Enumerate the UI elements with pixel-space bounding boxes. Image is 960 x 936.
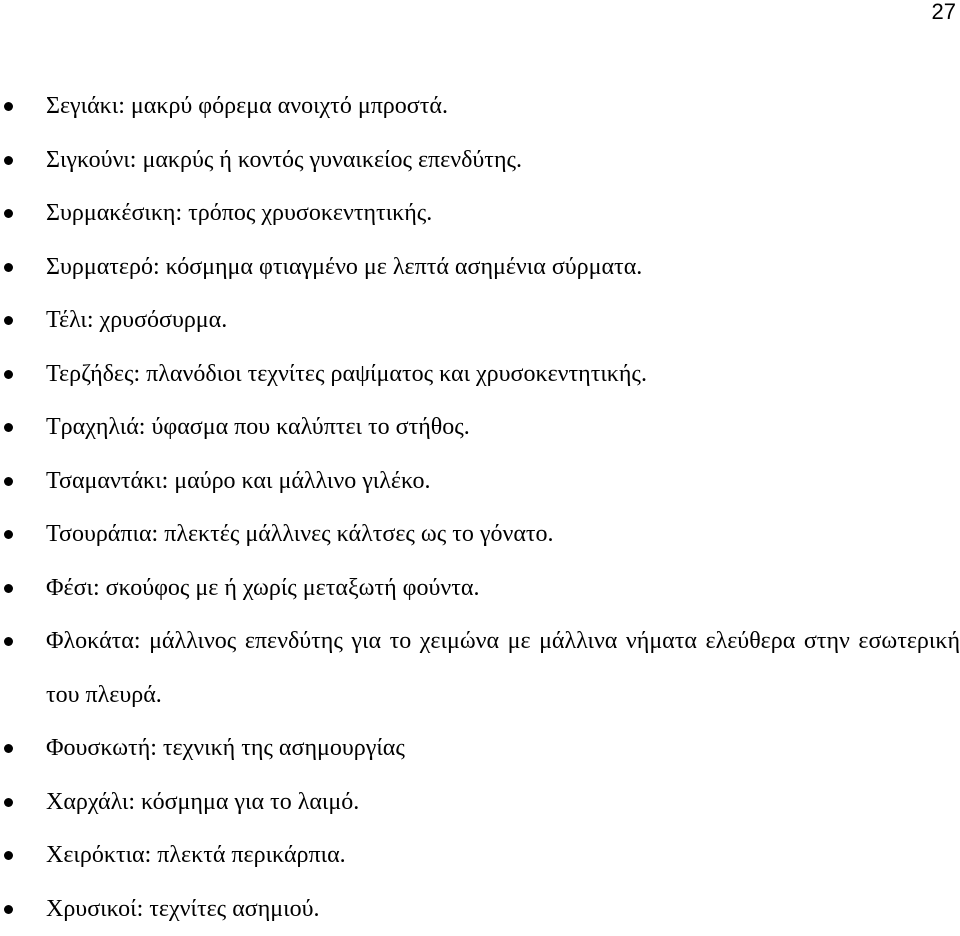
entry-text: Τσαμαντάκι: μαύρο και μάλλινο γιλέκο.	[46, 468, 431, 494]
bullet-icon	[4, 584, 13, 593]
entry-text: Τσουράπια: πλεκτές μάλλινες κάλτσες ως το γόνατο.	[46, 521, 554, 547]
bullet-icon	[4, 851, 13, 860]
entry-text: Χαρχάλι: κόσμημα για το λαιμό.	[46, 789, 359, 815]
entry-text: Συρματερό: κόσμημα φτιαγμένο με λεπτά ασημένια σύρματα.	[46, 254, 642, 280]
bullet-icon	[4, 370, 13, 379]
bullet-icon	[4, 316, 13, 325]
bullet-icon	[4, 744, 13, 753]
bullet-icon	[4, 905, 13, 914]
list-item	[0, 615, 960, 722]
bullet-icon	[4, 156, 13, 165]
list-item	[0, 80, 960, 134]
entry-text: Φουσκωτή: τεχνική της ασημουργίας	[46, 735, 405, 761]
entry-text: Τέλι: χρυσόσυρμα.	[46, 307, 227, 333]
list-item	[0, 776, 960, 830]
list-item	[0, 829, 960, 883]
entry-text: Συρμακέσικη: τρόπος χρυσοκεντητικής.	[46, 200, 432, 226]
entry-text: Χειρόκτια: πλεκτά περικάρπια.	[46, 842, 346, 868]
list-item	[0, 134, 960, 188]
entry-text: Σεγιάκι: μακρύ φόρεμα ανοιχτό μπροστά.	[46, 93, 448, 119]
list-item	[0, 883, 960, 936]
list-item	[0, 294, 960, 348]
bullet-icon	[4, 102, 13, 111]
glossary-list	[0, 80, 960, 936]
entry-text: Φέσι: σκούφος με ή χωρίς μεταξωτή φούντα.	[46, 575, 479, 601]
list-item	[0, 241, 960, 295]
list-item	[0, 508, 960, 562]
entry-text: Τερζήδες: πλανόδιοι τεχνίτες ραψίματος και χρυσοκεντητικής.	[46, 361, 647, 387]
bullet-icon	[4, 637, 13, 646]
entry-text: Σιγκούνι: μακρύς ή κοντός γυναικείος επενδύτης.	[46, 147, 522, 173]
entry-text: Φλοκάτα: μάλλινος επενδύτης για το χειμώνα με μάλλινα νήματα ελεύθερα στην εσωτερική του πλευρά.	[46, 628, 960, 708]
list-item	[0, 348, 960, 402]
bullet-icon	[4, 263, 13, 272]
list-item	[0, 455, 960, 509]
entry-text: Τραχηλιά: ύφασμα που καλύπτει το στήθος.	[46, 414, 470, 440]
entry-text: Χρυσικοί: τεχνίτες ασημιού.	[46, 896, 319, 922]
list-item	[0, 722, 960, 776]
bullet-icon	[4, 477, 13, 486]
list-item	[0, 187, 960, 241]
bullet-icon	[4, 423, 13, 432]
bullet-icon	[4, 798, 13, 807]
bullet-icon	[4, 209, 13, 218]
bullet-icon	[4, 530, 13, 539]
list-item	[0, 562, 960, 616]
list-item	[0, 401, 960, 455]
page-number: 27	[932, 0, 956, 24]
